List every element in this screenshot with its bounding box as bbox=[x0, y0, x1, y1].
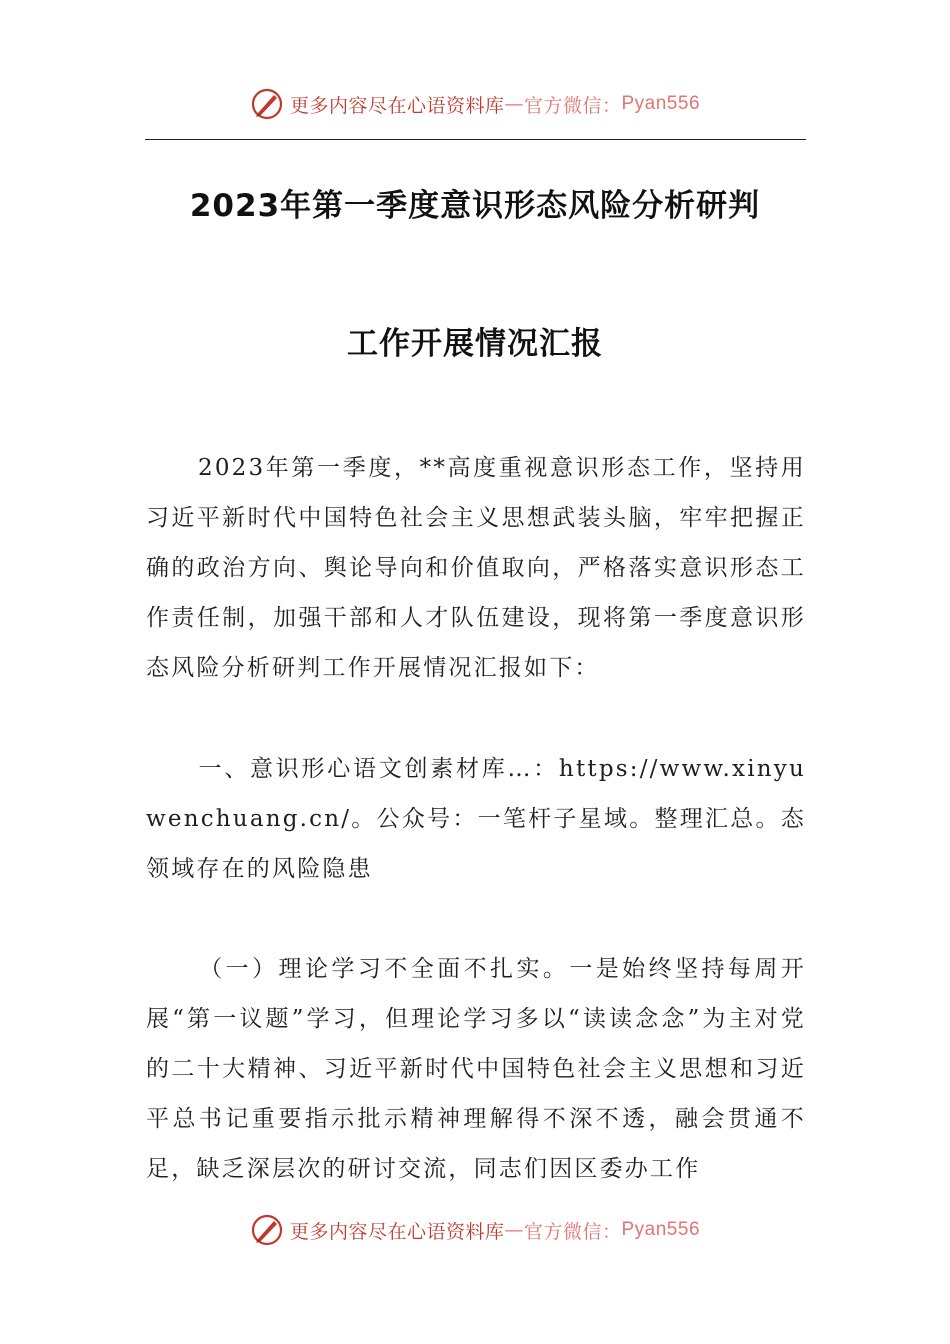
separator: — bbox=[504, 1219, 524, 1241]
footer-watermark bbox=[0, 1210, 950, 1250]
contact-label: 官方微信： bbox=[523, 1220, 622, 1243]
paragraph-subsection-text: （一）理论学习不全面不扎实。一是始终坚持每周开展“第一议题”学习，但理论学习多以“读读念念”为主对党的二十大精神、习近平新时代中国特色社会主义思想和习近平总书记重要指示批示精神理解得不深不透，融会贯通不足，缺乏深层次的研讨交流，同志们因区委办工作 bbox=[146, 956, 806, 1182]
contact-label: 官方微信： bbox=[523, 94, 622, 117]
paragraph-subsection bbox=[146, 944, 806, 1194]
brand-text: 更多内容尽在心语资料库 bbox=[289, 94, 505, 117]
contact-id: Pyan556 bbox=[621, 93, 701, 114]
document-title-line-2: 工作开展情况汇报 bbox=[347, 326, 603, 362]
document-title-line-1: 2023年第一季度意识形态风险分析研判 bbox=[189, 188, 761, 224]
header-divider bbox=[145, 139, 806, 140]
separator: — bbox=[504, 93, 524, 115]
pen-logo-icon bbox=[250, 1213, 284, 1247]
paragraph-section-heading-text: 一、意识形心语文创素材库…：https://www.xinyuwenchuang.cn/。公众号：一笔杆子星域。整理汇总。态领域存在的风险隐患 bbox=[146, 756, 806, 882]
brand-text: 更多内容尽在心语资料库 bbox=[289, 1220, 505, 1243]
contact-id: Pyan556 bbox=[621, 1219, 701, 1240]
pen-logo-icon bbox=[250, 87, 284, 121]
header-watermark bbox=[0, 84, 950, 124]
paragraph-intro-text: 2023年第一季度，**高度重视意识形态工作，坚持用习近平新时代中国特色社会主义思想武装头脑，牢牢把握正确的政治方向、舆论导向和价值取向，严格落实意识形态工作责任制，加强干部和人才队伍建设，现将第一季度意识形态风险分析研判工作开展情况汇报如下： bbox=[146, 455, 806, 681]
paragraph-section-heading bbox=[146, 744, 806, 894]
paragraph-intro bbox=[146, 443, 806, 693]
